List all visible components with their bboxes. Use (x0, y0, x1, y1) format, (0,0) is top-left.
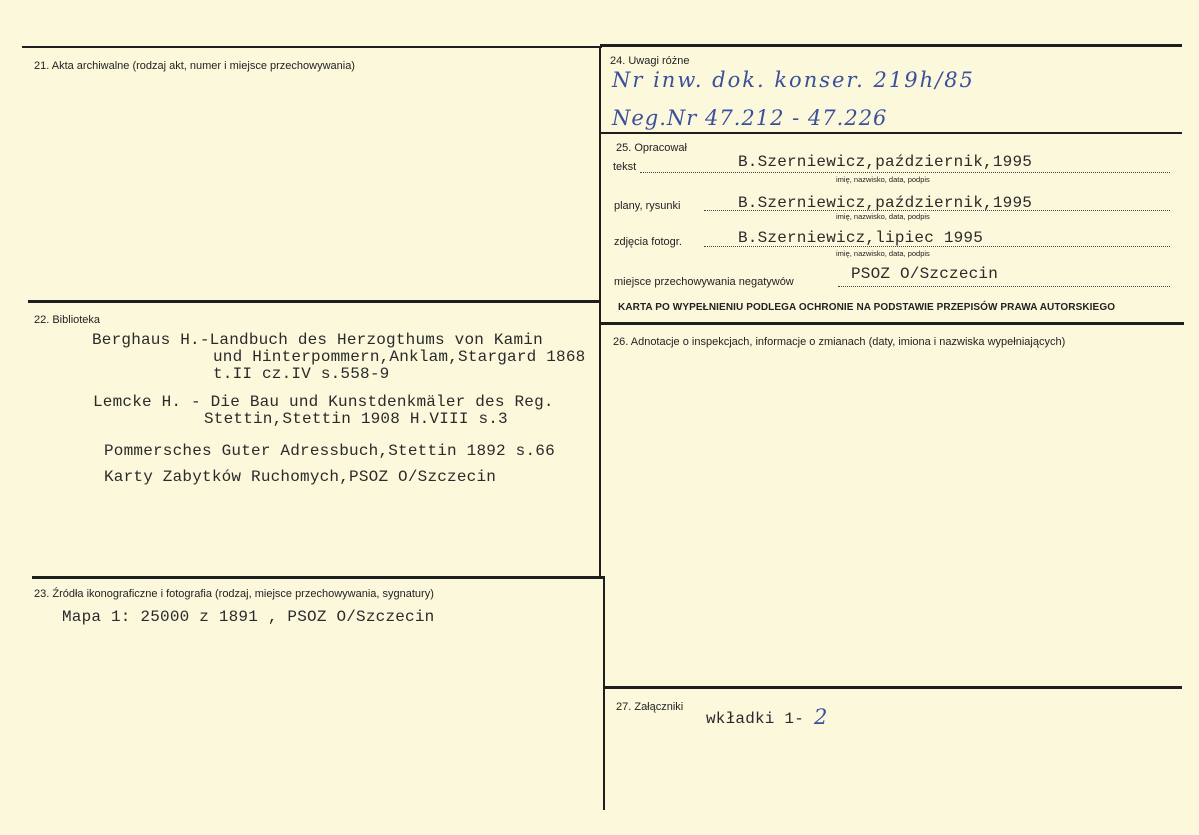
copyright-notice: KARTA PO WYPEŁNIENIU PODLEGA OCHRONIE NA PODSTAWIE PRZEPISÓW PRAWA AUTORSKIEGO (618, 302, 1116, 313)
negatywy-value: PSOZ O/Szczecin (851, 265, 999, 283)
negatywy-label: miejsce przechowywania negatywów (614, 276, 794, 288)
bibliography-line-3: t.II cz.IV s.558-9 (213, 365, 390, 383)
plany-caption: imię, nazwisko, data, podpis (836, 212, 930, 221)
section-22-label: 22. Biblioteka (34, 314, 101, 326)
tekst-caption: imię, nazwisko, data, podpis (836, 175, 930, 184)
bibliography-line-1: Berghaus H.-Landbuch des Herzogthums von Kamin (92, 331, 543, 349)
section-25-label: 25. Opracował (616, 142, 687, 154)
section-23-label: 23. Źródła ikonograficzne i fotografia (rodzaj, miejsce przechowywania, sygnatury) (34, 588, 434, 600)
center-divider-lower (603, 576, 605, 810)
attachments-value: wkładki 1- (706, 710, 805, 728)
section-24-label: 24. Uwagi różne (610, 55, 690, 67)
plany-label: plany, rysunki (614, 200, 681, 212)
tekst-value: B.Szerniewicz,październik,1995 (738, 153, 1033, 171)
rule-26-27 (604, 686, 1182, 689)
rule-21-22 (28, 300, 600, 303)
plany-value: B.Szerniewicz,październik,1995 (738, 194, 1033, 212)
zdjecia-caption: imię, nazwisko, data, podpis (836, 249, 930, 258)
bibliography-line-7: Karty Zabytków Ruchomych,PSOZ O/Szczecin (104, 468, 497, 486)
rule-25-26 (600, 322, 1184, 325)
bibliography-line-6: Pommersches Guter Adressbuch,Stettin 1892 s.66 (104, 442, 555, 460)
zdjecia-label: zdjęcia fotogr. (614, 236, 682, 248)
iconography-text: Mapa 1: 25000 z 1891 , PSOZ O/Szczecin (62, 608, 435, 626)
handwritten-inventory-note: Nr inw. dok. konser. 219h/85 (612, 68, 975, 92)
tekst-label: tekst (613, 161, 637, 173)
top-rule-left (22, 46, 602, 48)
section-26-label: 26. Adnotacje o inspekcjach, informacje o zmianach (daty, imiona i nazwiska wypełniających) (613, 336, 1066, 348)
section-21-label: 21. Akta archiwalne (rodzaj akt, numer i miejsce przechowywania) (34, 60, 355, 72)
rule-24-25 (600, 132, 1182, 134)
bibliography-line-4: Lemcke H. - Die Bau und Kunstdenkmäler des Reg. (93, 393, 554, 411)
zdjecia-value: B.Szerniewicz,lipiec 1995 (738, 229, 984, 247)
rule-22-23 (32, 576, 604, 579)
section-27-label: 27. Załączniki (616, 701, 684, 713)
center-divider (599, 46, 601, 576)
bibliography-line-5: Stettin,Stettin 1908 H.VIII s.3 (204, 410, 508, 428)
attachments-handwritten-number: 2 (814, 705, 828, 729)
negatywy-dotted-line (838, 286, 1170, 287)
bibliography-line-2: und Hinterpommern,Anklam,Stargard 1868 (213, 348, 586, 366)
tekst-dotted-line (640, 172, 1170, 173)
handwritten-negative-numbers: Neg.Nr 47.212 - 47.226 (612, 106, 888, 130)
top-rule-right (600, 44, 1182, 47)
